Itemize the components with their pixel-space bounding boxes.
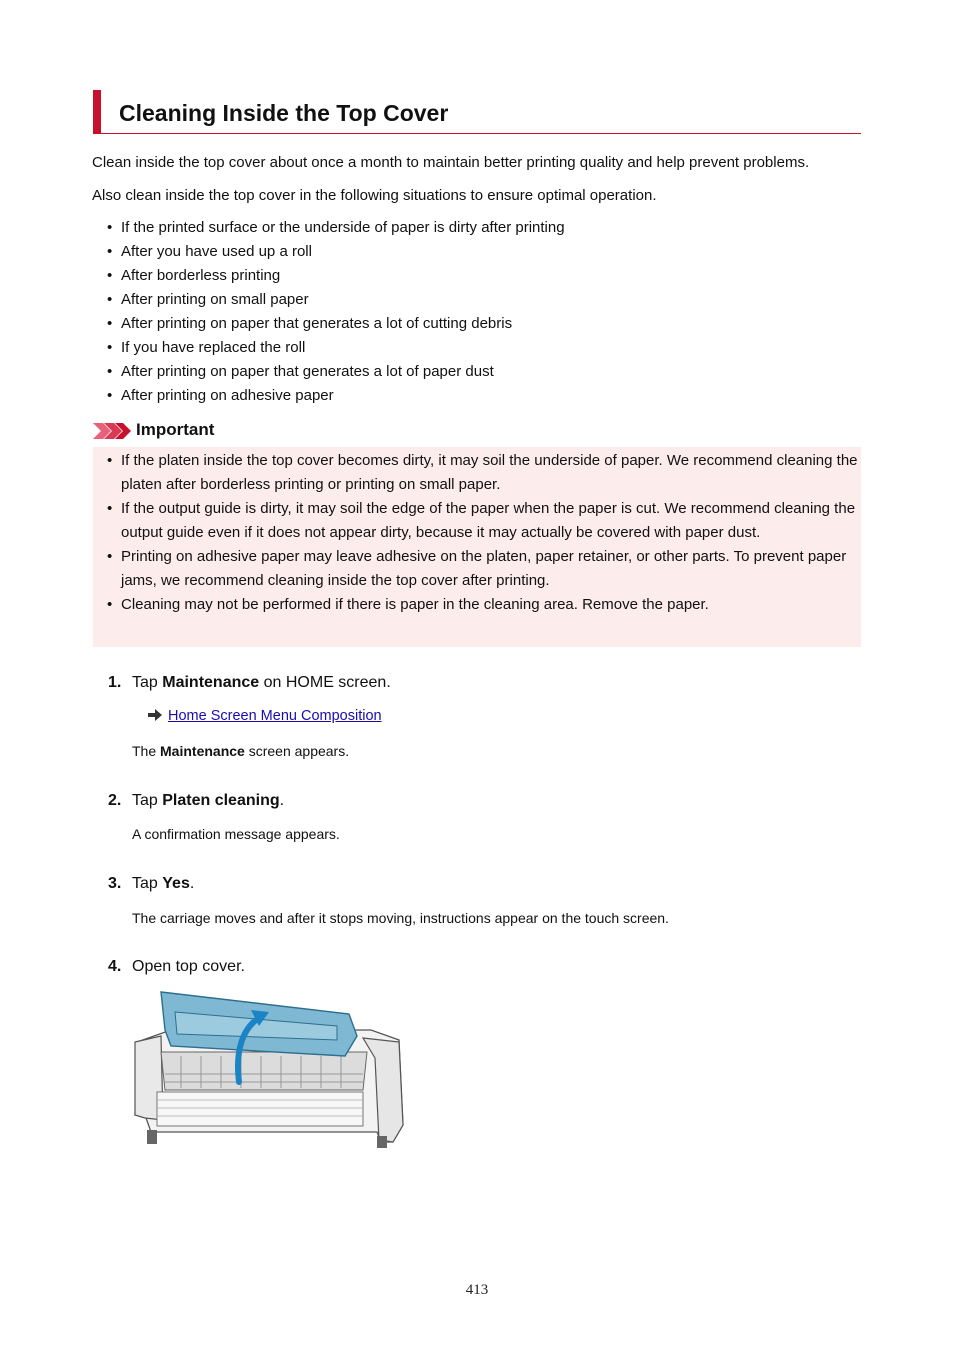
step-number: 2. <box>108 792 122 809</box>
note-bold: Maintenance <box>160 743 245 759</box>
printer-open-top-cover-illustration <box>131 990 405 1152</box>
step-bold: Yes <box>162 875 190 892</box>
list-item: • After printing on paper that generates a lot of cutting debris <box>92 312 565 336</box>
step-text: Tap <box>132 792 163 809</box>
step-number: 3. <box>108 875 122 892</box>
list-item: • After printing on small paper <box>92 288 565 312</box>
important-box <box>93 447 861 647</box>
step-3 <box>108 873 194 895</box>
list-item: • If the printed surface or the underside of paper is dirty after printing <box>92 216 565 240</box>
step-2-note: A confirmation message appears. <box>132 826 340 842</box>
step-text: Tap <box>132 875 163 892</box>
list-item: • After you have used up a roll <box>92 240 565 264</box>
step-number: 1. <box>108 674 122 691</box>
arrow-right-icon <box>148 709 162 721</box>
important-list <box>93 449 861 617</box>
step-2 <box>108 790 284 812</box>
important-chevrons-icon <box>93 423 133 439</box>
list-item: • If you have replaced the roll <box>92 336 565 360</box>
list-item: • Printing on adhesive paper may leave adhesive on the platen, paper retainer, or other parts. To prevent paper jams, we recommend cleaning inside the top cover after printing. <box>93 545 861 593</box>
step-4 <box>108 956 245 978</box>
situations-list <box>92 216 565 408</box>
list-item: • After borderless printing <box>92 264 565 288</box>
page-title: Cleaning Inside the Top Cover <box>119 100 449 126</box>
step-text: Tap <box>132 674 163 691</box>
list-item: • If the output guide is dirty, it may soil the edge of the paper when the paper is cut. We recommend cleaning the output guide even if it does not appear dirty, because it may actually be covered with paper dust. <box>93 497 861 545</box>
note-text: screen appears. <box>244 743 350 759</box>
list-item: • After printing on adhesive paper <box>92 384 565 408</box>
step-text: . <box>279 792 285 809</box>
step-text: on HOME screen. <box>259 674 391 691</box>
page-title-bar <box>93 90 861 134</box>
step-text: . <box>189 875 195 892</box>
step-bold: Platen cleaning <box>162 792 280 809</box>
page-number: 413 <box>465 1282 489 1298</box>
list-item: • Cleaning may not be performed if there is paper in the cleaning area. Remove the paper. <box>93 593 861 617</box>
intro-paragraph-1: Clean inside the top cover about once a month to maintain better printing quality and help prevent problems. <box>92 154 810 171</box>
note-text: The <box>132 743 161 759</box>
intro-paragraph-2: Also clean inside the top cover in the following situations to ensure optimal operation. <box>92 187 657 204</box>
list-item: • After printing on paper that generates a lot of paper dust <box>92 360 565 384</box>
step-3-note: The carriage moves and after it stops moving, instructions appear on the touch screen. <box>132 910 669 926</box>
list-item: • If the platen inside the top cover becomes dirty, it may soil the underside of paper. We recommend cleaning the platen after borderless printing or printing on small paper. <box>93 449 861 497</box>
step-1 <box>108 672 391 694</box>
step-1-note <box>132 741 349 761</box>
home-screen-menu-composition-link[interactable]: Home Screen Menu Composition <box>168 708 382 724</box>
step-bold: Maintenance <box>162 674 260 691</box>
step-text: Open top cover. <box>132 958 245 975</box>
important-label: Important <box>136 420 215 439</box>
step-number: 4. <box>108 958 122 975</box>
step-1-link-row <box>148 706 382 726</box>
